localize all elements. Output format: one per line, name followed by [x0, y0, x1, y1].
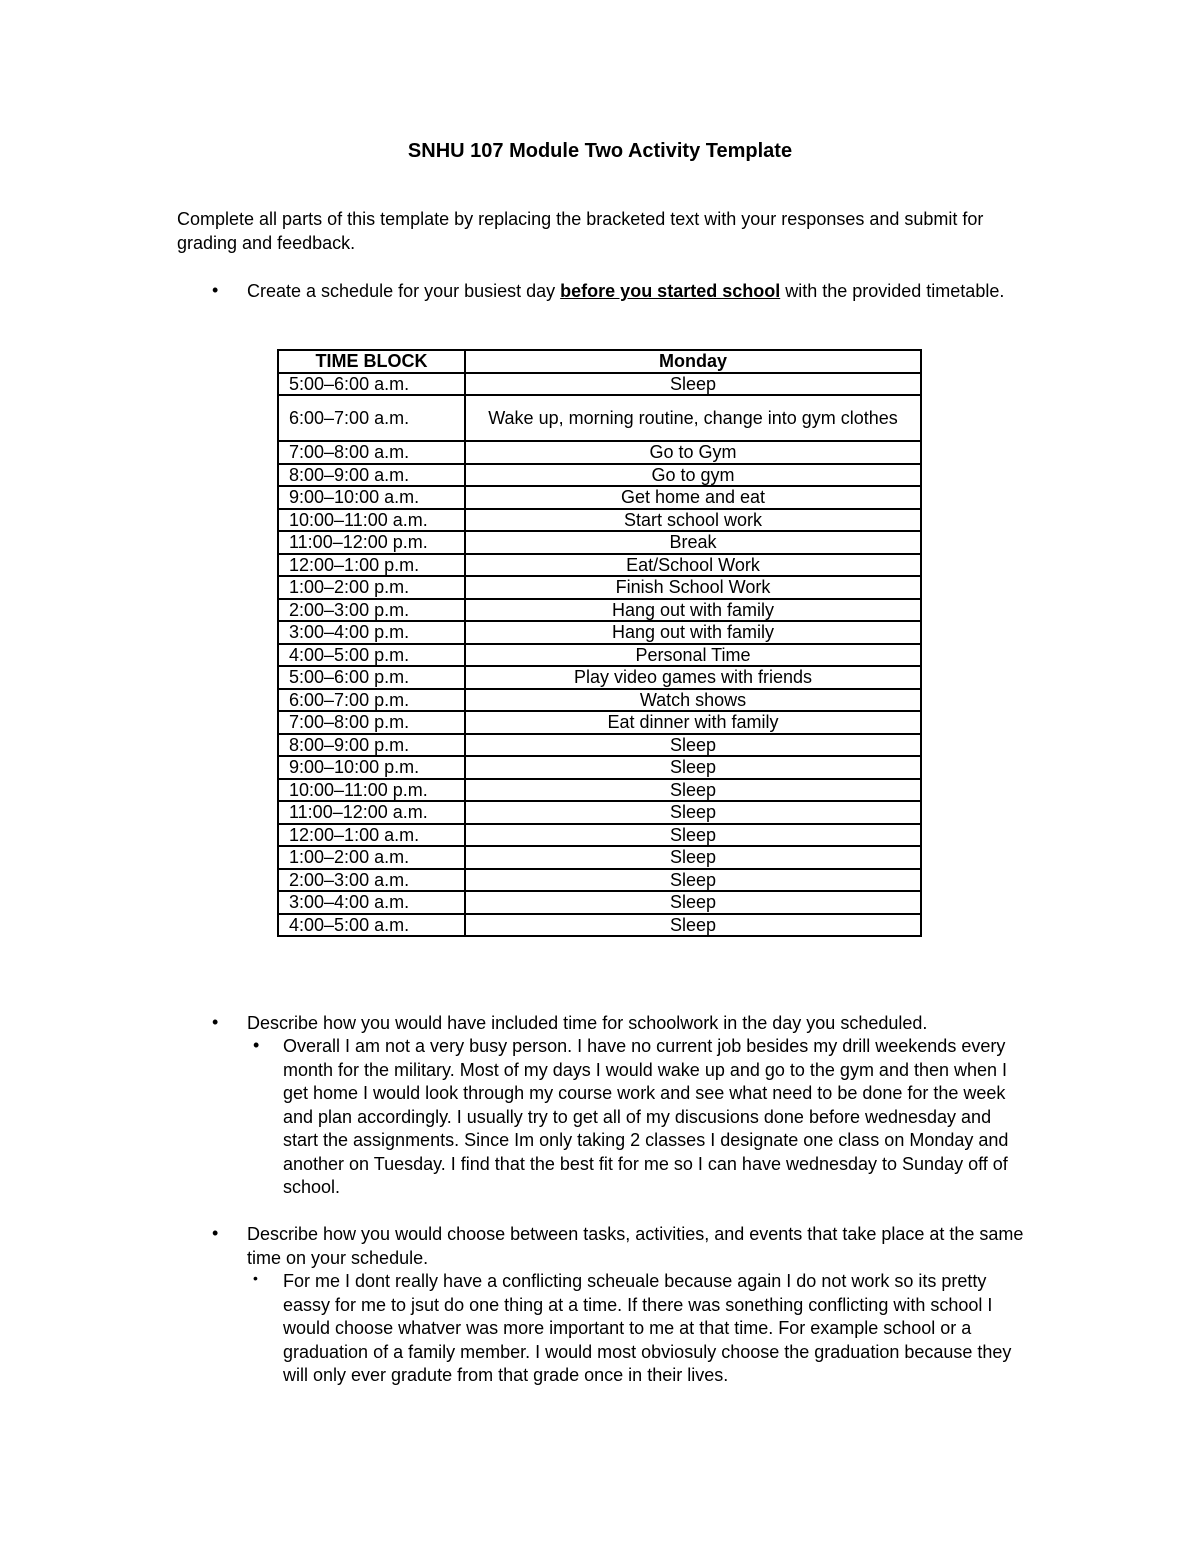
time-block-cell: 6:00–7:00 a.m. — [278, 395, 465, 441]
table-row — [278, 576, 921, 599]
activity-cell: Sleep — [465, 801, 921, 824]
time-block-cell: 1:00–2:00 a.m. — [278, 846, 465, 869]
time-block-cell: 3:00–4:00 p.m. — [278, 621, 465, 644]
prompt-choose-tasks: Describe how you would choose between tasks, activities, and events that take place at the same time on your schedule. — [247, 1224, 1024, 1268]
bullet-icon: • — [212, 280, 219, 300]
activity-cell: Sleep — [465, 914, 921, 937]
activity-cell: Hang out with family — [465, 621, 921, 644]
time-block-cell: 6:00–7:00 p.m. — [278, 689, 465, 712]
activity-cell: Go to Gym — [465, 441, 921, 464]
activity-cell: Sleep — [465, 846, 921, 869]
activity-cell: Watch shows — [465, 689, 921, 712]
bullet-icon: • — [212, 1012, 219, 1032]
document-title: SNHU 107 Module Two Activity Template — [407, 140, 793, 162]
intro-paragraph: Complete all parts of this template by replacing the bracketed text with your responses and submit for grading and feedback. — [177, 209, 984, 253]
activity-cell: Sleep — [465, 373, 921, 396]
activity-cell: Sleep — [465, 824, 921, 847]
time-block-cell: 12:00–1:00 a.m. — [278, 824, 465, 847]
prompt-schedule-emphasis: before you started school — [560, 281, 781, 301]
activity-cell: Personal Time — [465, 644, 921, 667]
time-block-cell: 8:00–9:00 p.m. — [278, 734, 465, 757]
time-block-cell: 3:00–4:00 a.m. — [278, 891, 465, 914]
activity-cell: Get home and eat — [465, 486, 921, 509]
table-row — [278, 554, 921, 577]
activity-cell: Eat/School Work — [465, 554, 921, 577]
table-row — [278, 801, 921, 824]
table-row — [278, 531, 921, 554]
table-row — [278, 486, 921, 509]
table-row — [278, 869, 921, 892]
activity-cell: Play video games with friends — [465, 666, 921, 689]
activity-cell: Sleep — [465, 891, 921, 914]
table-row — [278, 395, 921, 441]
activity-cell: Go to gym — [465, 464, 921, 487]
answer-choose-tasks: For me I dont really have a conflicting scheuale because again I do not work so its pretty eassy for me to jsut do one thing at a time. If there was sonething conflicting with school I would choose whatver was more important to me at that time. For example school or a graduation of a family member. I would most obviosuly choose the graduation because they will only ever gradute from that grade once in their lives. — [283, 1271, 1012, 1385]
prompt-schedule-before: Create a schedule for your busiest day — [247, 281, 561, 301]
time-block-cell: 2:00–3:00 a.m. — [278, 869, 465, 892]
time-block-cell: 11:00–12:00 p.m. — [278, 531, 465, 554]
time-block-cell: 8:00–9:00 a.m. — [278, 464, 465, 487]
table-row — [278, 711, 921, 734]
activity-cell: Eat dinner with family — [465, 711, 921, 734]
prompt-schedule-after: with the provided timetable. — [780, 281, 1005, 301]
activity-cell: Break — [465, 531, 921, 554]
table-row — [278, 846, 921, 869]
time-block-cell: 5:00–6:00 p.m. — [278, 666, 465, 689]
table-header-row — [278, 350, 921, 373]
table-row — [278, 464, 921, 487]
activity-cell: Sleep — [465, 869, 921, 892]
time-block-cell: 10:00–11:00 a.m. — [278, 509, 465, 532]
activity-cell: Sleep — [465, 734, 921, 757]
time-block-cell: 12:00–1:00 p.m. — [278, 554, 465, 577]
time-block-cell: 10:00–11:00 p.m. — [278, 779, 465, 802]
table-row — [278, 779, 921, 802]
table-row — [278, 689, 921, 712]
activity-cell: Wake up, morning routine, change into gym clothes — [465, 395, 921, 441]
table-row — [278, 734, 921, 757]
sub-bullet-icon: • — [253, 1035, 260, 1055]
table-row — [278, 756, 921, 779]
time-block-cell: 1:00–2:00 p.m. — [278, 576, 465, 599]
activity-cell: Sleep — [465, 756, 921, 779]
header-time-block: TIME BLOCK — [278, 350, 465, 373]
schedule-table — [277, 349, 922, 937]
table-row — [278, 621, 921, 644]
bullet-icon: • — [212, 1223, 219, 1243]
answer-schoolwork: Overall I am not a very busy person. I have no current job besides my drill weekends every month for the military. Most of my days I would wake up and go to the gym and then when I get home I would look through my course work and see what need to be done for the week and plan accordingly. I usually try to get all of my discusions done before wednesday and start the assignments. Since Im only taking 2 classes I designate one class on Monday and another on Tuesday. I find that the best fit for me so I can have wednesday to Sunday off of school. — [283, 1036, 1009, 1197]
time-block-cell: 5:00–6:00 a.m. — [278, 373, 465, 396]
activity-cell: Finish School Work — [465, 576, 921, 599]
time-block-cell: 7:00–8:00 a.m. — [278, 441, 465, 464]
time-block-cell: 4:00–5:00 p.m. — [278, 644, 465, 667]
time-block-cell: 9:00–10:00 a.m. — [278, 486, 465, 509]
table-row — [278, 441, 921, 464]
time-block-cell: 4:00–5:00 a.m. — [278, 914, 465, 937]
sub-bullet-icon: • — [253, 1270, 258, 1286]
table-row — [278, 599, 921, 622]
table-row — [278, 509, 921, 532]
prompt-schedule — [247, 280, 1007, 304]
table-row — [278, 373, 921, 396]
header-monday: Monday — [465, 350, 921, 373]
table-row — [278, 644, 921, 667]
time-block-cell: 11:00–12:00 a.m. — [278, 801, 465, 824]
prompt-schoolwork: Describe how you would have included time for schoolwork in the day you scheduled. — [247, 1013, 928, 1033]
time-block-cell: 2:00–3:00 p.m. — [278, 599, 465, 622]
table-row — [278, 891, 921, 914]
activity-cell: Start school work — [465, 509, 921, 532]
time-block-cell: 9:00–10:00 p.m. — [278, 756, 465, 779]
table-row — [278, 914, 921, 937]
activity-cell: Sleep — [465, 779, 921, 802]
table-row — [278, 824, 921, 847]
activity-cell: Hang out with family — [465, 599, 921, 622]
table-row — [278, 666, 921, 689]
time-block-cell: 7:00–8:00 p.m. — [278, 711, 465, 734]
